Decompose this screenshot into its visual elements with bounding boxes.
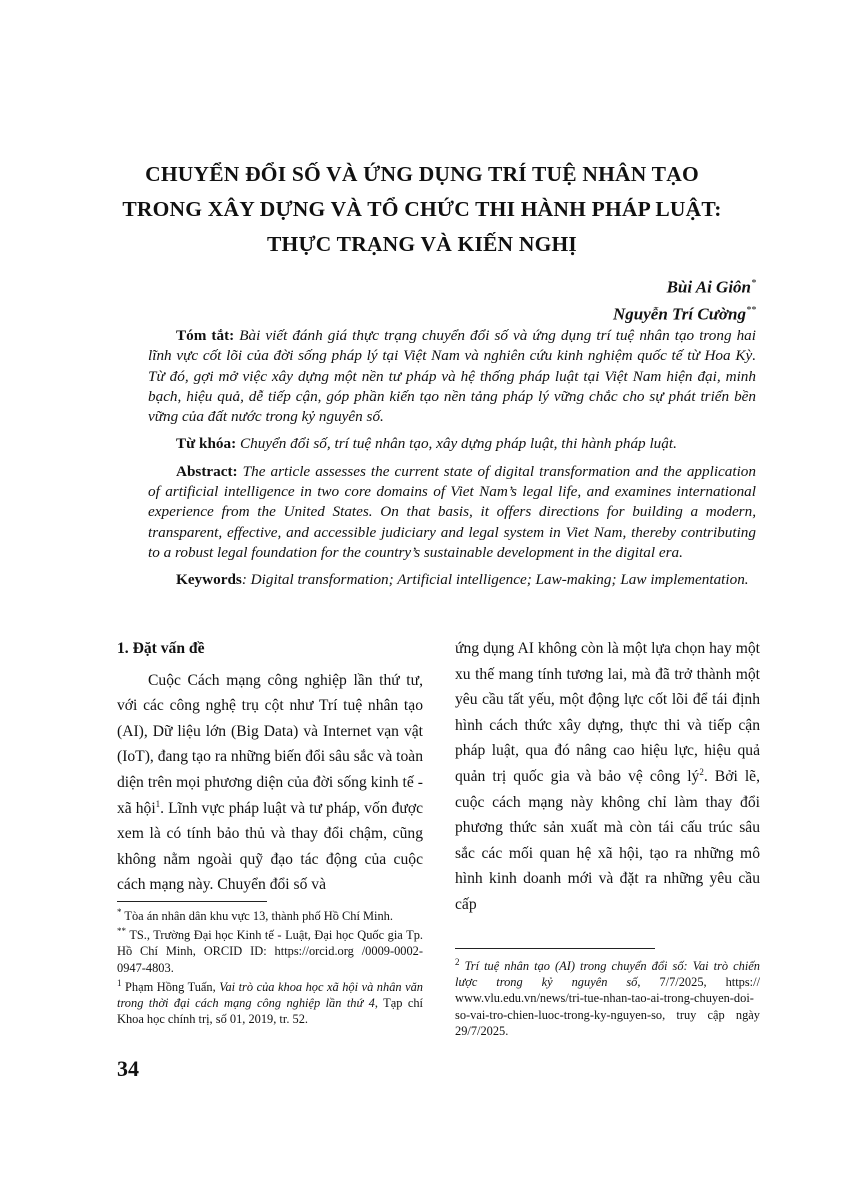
abstract-en: Abstract: The article assesses the current state of digital transformation and the application of artificial intelligence in two core domains of Viet Nam’s legal life, and examines international experience from the United States. On that basis, it offers directions for building a modern, transparent, effective, and accessible judiciary and legal system in Viet Nam, thereby contributing to a robust legal foundation for the country’s sustainable development in the digital era. <box>148 462 756 561</box>
paper-title <box>60 157 784 262</box>
author-2: Nguyễn Trí Cường** <box>613 304 756 324</box>
footnote-ref-1[interactable]: 1 <box>155 798 161 809</box>
footnote-author-1: * Tòa án nhân dân khu vực 13, thành phố Hồ Chí Minh. <box>117 906 393 923</box>
body-column-right <box>455 636 760 918</box>
title-line-1: CHUYỂN ĐỔI SỐ VÀ ỨNG DỤNG TRÍ TUỆ NHÂN TẠO <box>145 162 699 186</box>
footnote-1: $^1$ Phạm Hồng Tuấn, Vai trò của khoa học xã hội và nhân văn trong thời đại cách mạng công nghiệp lần thứ 4, Tạp chí Khoa học chính trị, số 01, 2019, tr. 52. <box>117 977 423 1027</box>
footnote-author-2: ** TS., Trường Đại học Kinh tế - Luật, Đại học Quốc gia Tp. Hồ Chí Minh, ORCID ID: https://orcid.org /0009-0002-0947-4803. <box>117 926 423 975</box>
footnote-divider-right <box>455 948 655 949</box>
author-1: Bùi Ai Giôn* <box>666 277 756 297</box>
section-heading: 1. Đặt vấn đề <box>117 640 205 657</box>
footnote-ref-2[interactable]: 2 <box>699 766 704 777</box>
author-list <box>613 272 756 325</box>
body-paragraph-continued: ứng dụng AI không còn là một lựa chọn hay một xu thế mang tính tương lai, mà đã trở thành một yêu cầu tất yếu, một động lực cốt lõi để tái định hình cách thức xây dựng, thực thi và tiếp cận pháp luật, qua đó nâng cao hiệu lực, hiệu quả quản trị quốc gia và bảo vệ công lý$^2$. Bởi lẽ, cuộc cách mạng này không chỉ làm thay đổi phương thức sản xuất mà còn tái cấu trúc sâu sắc các mối quan hệ xã hội, tạo ra những mô hình kinh doanh mới và đặt ra những yêu cầu cấp <box>455 640 760 913</box>
footnotes-right <box>455 958 760 1042</box>
footnote-divider-left <box>117 901 267 902</box>
keywords-en: Keywords: Digital transformation; Artificial intelligence; Law-making; Law implementation. <box>176 571 749 589</box>
keywords-vi: Từ khóa: Chuyển đổi số, trí tuệ nhân tạo, xây dựng pháp luật, thi hành pháp luật. <box>176 435 677 453</box>
title-line-3: THỰC TRẠNG VÀ KIẾN NGHỊ <box>266 232 578 256</box>
abstract-block <box>148 326 756 598</box>
footnote-2: $^2$ Trí tuệ nhân tạo (AI) trong chuyển đổi số: Vai trò chiến lược trong kỷ nguyên số, 7/7/2025, https:// www.vlu.edu.vn/news/tri-tue-nhan-tao-ai-trong-chuyen-doi-so-vai-tro-chien-luoc-trong-ky-nguyen-so, truy cập ngày 29/7/2025. <box>455 956 761 1038</box>
page-number: 34 <box>117 1056 139 1081</box>
summary-vi: Tóm tắt: Bài viết đánh giá thực trạng chuyển đổi số và ứng dụng trí tuệ nhân tạo trong hai lĩnh vực cốt lõi của đời sống pháp lý tại Việt Nam và nghiên cứu kinh nghiệm quốc tế từ Hoa Kỳ. Từ đó, gợi mở việc xây dựng một nền tư pháp và hệ thống pháp luật tại Việt Nam hiện đại, minh bạch, hiệu quả, dễ tiếp cận, góp phần kiến tạo nền tảng pháp lý vững chắc cho sự phát triển bền vững của đất nước trong kỷ nguyên số. <box>148 327 756 426</box>
footnotes-left <box>117 908 423 1030</box>
body-paragraph: Cuộc Cách mạng công nghiệp lần thứ tư, với các công nghệ trụ cột như Trí tuệ nhân tạo (AI), Dữ liệu lớn (Big Data) và Internet vạn vật (IoT), đang tạo ra những biến đổi sâu sắc và toàn diện trên mọi phương diện của đời sống kinh tế - xã hội$^1$. Lĩnh vực pháp luật và tư pháp, vốn được xem là có tính bảo thủ và thay đổi chậm, cũng không nằm ngoài quỹ đạo tác động của cuộc cách mạng này. Chuyển đổi số và <box>117 671 423 894</box>
title-line-2: TRONG XÂY DỰNG VÀ TỔ CHỨC THI HÀNH PHÁP LUẬT: <box>122 197 722 221</box>
body-column-left <box>117 636 423 898</box>
